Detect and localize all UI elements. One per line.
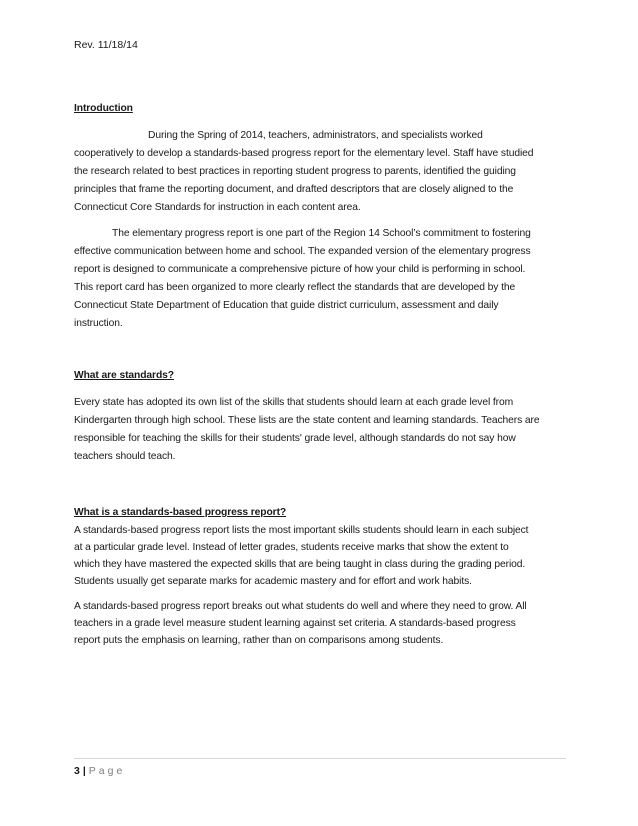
standards-heading: What are standards?	[74, 370, 174, 381]
standards-paragraph	[74, 394, 566, 466]
text-line: Connecticut Core Standards for instruction in each content area.	[74, 202, 361, 213]
text-line: which they have mastered the expected skills that are being taught in class during the grading period.	[74, 559, 526, 570]
text-line: Connecticut State Department of Education that guide district curriculum, assessment and daily	[74, 300, 499, 311]
text-line: report is designed to communicate a comprehensive picture of how your child is performing in school.	[74, 264, 526, 275]
text-line: The elementary progress report is one part of the Region 14 School’s commitment to fostering	[112, 228, 531, 239]
text-line: the research related to best practices in reporting student progress to parents, identified the guiding	[74, 166, 516, 177]
text-line: This report card has been organized to more clearly reflect the standards that are developed by the	[74, 282, 516, 293]
page-number: 3	[74, 765, 80, 777]
text-line: report puts the emphasis on learning, rather than on comparisons among students.	[74, 635, 444, 646]
text-line: Every state has adopted its own list of the skills that students should learn at each grade level from	[74, 397, 514, 408]
document-body	[74, 100, 566, 649]
introduction-heading: Introduction	[74, 103, 133, 114]
introduction-paragraph-2	[74, 225, 566, 333]
text-line: teachers should teach.	[74, 451, 176, 462]
introduction-paragraph-1	[74, 127, 566, 217]
text-line: Kindergarten through high school. These lists are the state content and learning standards. Teachers are	[74, 415, 540, 426]
text-line: effective communication between home and school. The expanded version of the elementary progress	[74, 246, 531, 257]
progress-report-heading: What is a standards-based progress report?	[74, 507, 287, 518]
progress-report-paragraph-1	[74, 522, 566, 590]
text-line: During the Spring of 2014, teachers, administrators, and specialists worked	[148, 130, 483, 141]
footer-divider	[74, 758, 566, 759]
text-line: Students usually get separate marks for academic mastery and for effort and work habits.	[74, 576, 472, 587]
progress-report-paragraph-2	[74, 598, 566, 649]
text-line: A standards-based progress report breaks out what students do well and where they need to grow. All	[74, 601, 527, 612]
revision-date: Rev. 11/18/14	[74, 39, 138, 51]
text-line: principles that frame the reporting document, and drafted descriptors that are closely aligned to the	[74, 184, 514, 195]
text-line: cooperatively to develop a standards-based progress report for the elementary level. Staff have studied	[74, 148, 534, 159]
text-line: teachers in a grade level measure student learning against set criteria. A standards-based progress	[74, 618, 516, 629]
text-line: responsible for teaching the skills for their students' grade level, although standards do not say how	[74, 433, 516, 444]
page-footer	[74, 764, 125, 778]
page-label: Page	[88, 765, 126, 777]
text-line: at a particular grade level. Instead of letter grades, students receive marks that show the extent to	[74, 542, 509, 553]
text-line: A standards-based progress report lists the most important skills students should learn in each subject	[74, 525, 529, 536]
text-line: instruction.	[74, 318, 123, 329]
footer-separator: |	[82, 765, 86, 777]
